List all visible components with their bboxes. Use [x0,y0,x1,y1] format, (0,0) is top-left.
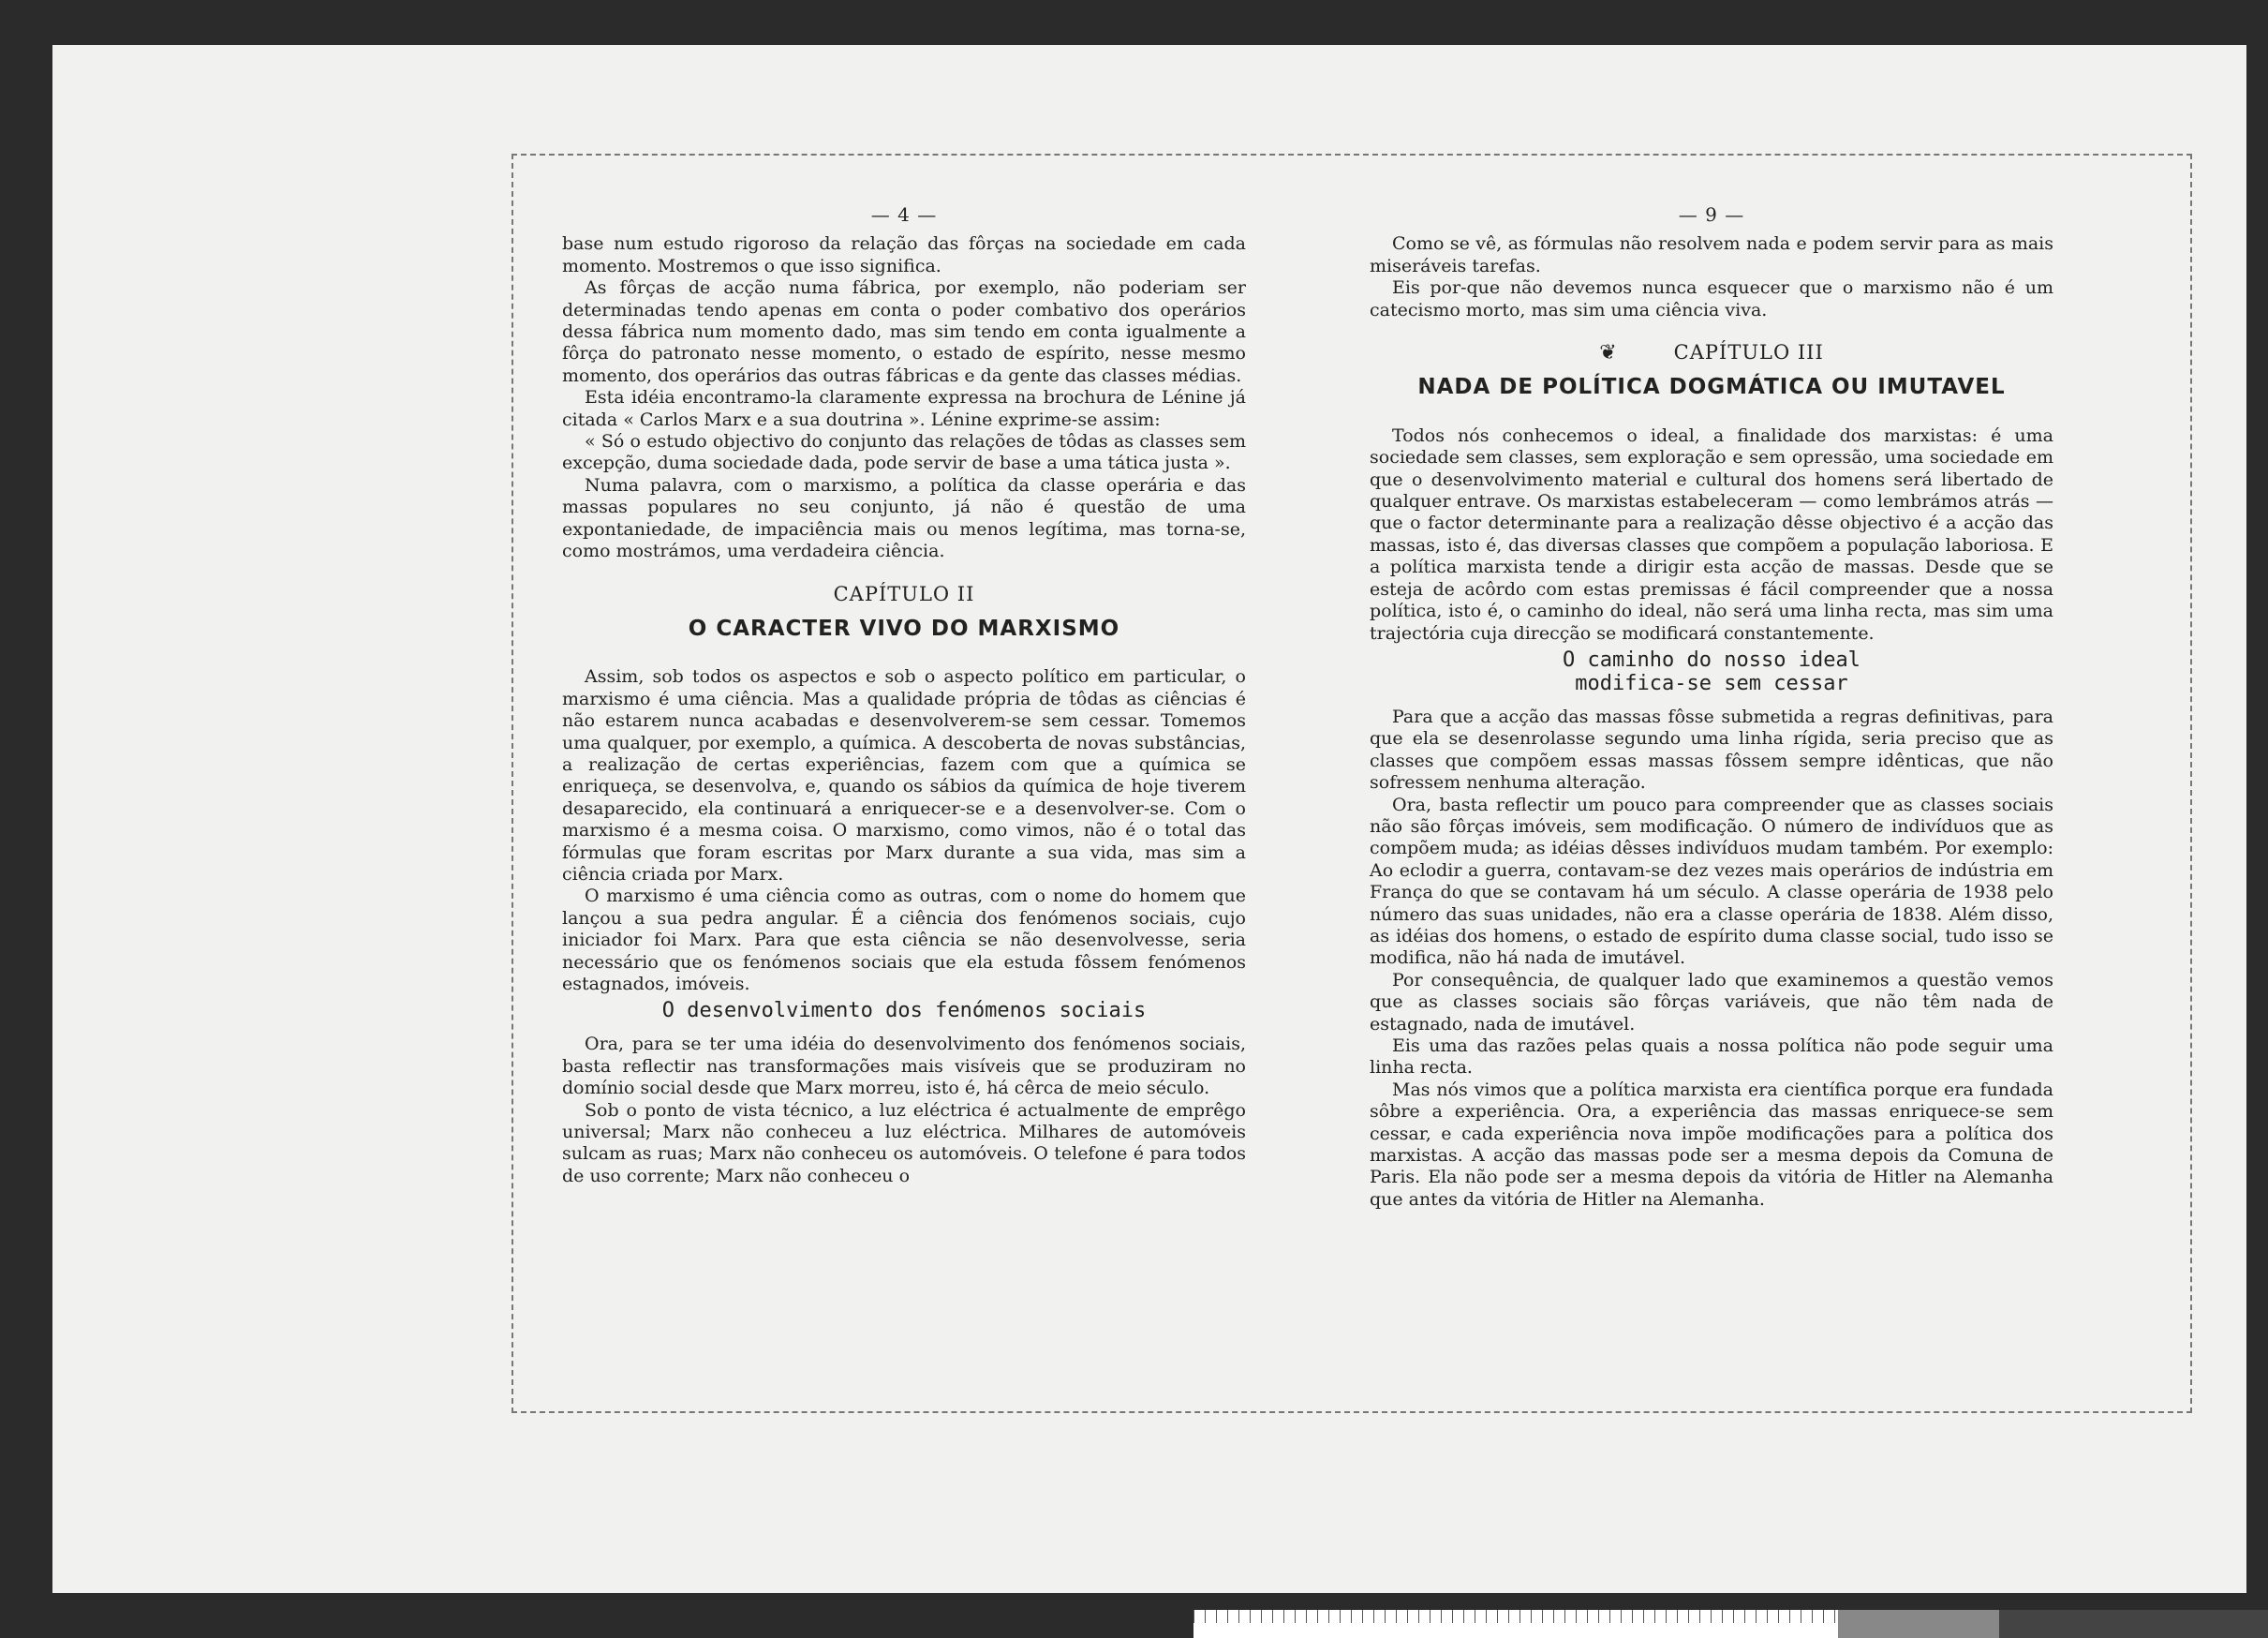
section-heading-line-2: modifica-se sem cessar [1575,671,1848,695]
scale-ruler [1193,1610,2268,1638]
paragraph: Como se vê, as fórmulas não resolvem nada e podem servir para as mais miseráveis tarefas. [1370,233,2053,276]
ornament-icon: ❦ [1599,341,1618,365]
section-heading-line-1: O caminho do nosso ideal [1563,648,1860,672]
paragraph: Ora, basta reflectir um pouco para compreender que as classes sociais não são fôrças imóveis, sem modificação. O número de indivíduos que as compõem muda; as idéias dêsses indivíduos mudam também. Por exemplo: Ao eclodir a guerra, contavam-se dez vezes mais operários de indústria em França do que se contavam há um século. A classe operária de 1938 pelo número das suas unidades, não era a classe operária de 1838. Além disso, as idéias dos homens, o estado de espírito duma classe social, tudo isso se modifica, não há nada de imutável. [1370,794,2053,969]
chapter-title: O CARACTER VIVO DO MARXISMO [688,616,1120,641]
paragraph: O marxismo é uma ciência como as outras, com o nome do homem que lançou a sua pedra angular. É a ciência dos fenómenos sociais, cujo iniciador foi Marx. Para que esta ciência se não desenvolvesse, seria necessário que os fenómenos sociais que ela estuda fôssem fenómenos estagnados, imóveis. [562,886,1246,994]
chapter-label: CAPÍTULO II [833,582,975,605]
block-quote: « Só o estudo objectivo do conjunto das relações de tôdas as classes sem excepção, duma sociedade dada, pode servir de base a uma tática justa ». [562,431,1246,474]
paragraph: Eis por-que não devemos nunca esquecer que o marxismo não é um catecismo morto, mas sim uma ciência viva. [1370,277,2053,320]
chapter-label: ❦ CAPÍTULO III [1599,341,1824,365]
paragraph: Esta idéia encontramo-la claramente expressa na brochura de Lénine já citada « Carlos Marx e a sua doutrina ». Lénine exprime-se assim: [562,387,1246,430]
right-page [1370,204,2053,1211]
paragraph: Numa palavra, com o marxismo, a política da classe operária e das massas populares no seu conjunto, já não é questão de uma expontaniedade, de impaciência mais ou menos legítima, mas torna-se, como mostrámos, uma verdadeira ciência. [562,474,1246,562]
paragraph: Todos nós conhecemos o ideal, a finalidade dos marxistas: é uma sociedade sem classes, sem exploração e sem opressão, uma sociedade em que o desenvolvimento material e cultural dos homens será libertado de qualquer entrave. Os marxistas estabeleceram — como lembrámos atrás — que o factor determinante para a realização dêsse objectivo é a acção das massas, isto é, das diversas classes que compõem a população laboriosa. E a política marxista tende a dirigir esta acção de massas. Desde que se esteja de acôrdo com estas premissas é fácil compreender que a nossa política, isto é, o caminho do ideal, não será uma linha recta, mas sim uma trajectória cuja direcção se modificará constantemente. [1370,424,2053,644]
paragraph: Assim, sob todos os aspectos e sob o aspecto político em particular, o marxismo é uma ciência. Mas a qualidade própria de tôdas as ciências é não estarem nunca acabadas e desenvolverem-se sem cessar. Tomemos uma qualquer, por exemplo, a química. A descoberta de novas substâncias, a realização de certas experiências, fazem com que a química se enriqueça, se desenvolva, e, quando os sábios da química de hoje tiverem desaparecido, ela continuará a enriquecer-se e a desenvolver-se. Com o marxismo é a mesma coisa. O marxismo, como vimos, não é o total das fórmulas que foram escritas por Marx durante a sua vida, mas sim a ciência criada por Marx. [562,666,1246,885]
chapter-title: NADA DE POLÍTICA DOGMÁTICA OU IMUTAVEL [1417,375,2006,400]
left-page [562,204,1246,1187]
paragraph: base num estudo rigoroso da relação das fôrças na sociedade em cada momento. Mostremos o que isso significa. [562,233,1246,276]
section-heading [1370,648,2053,695]
paragraph: Por consequência, de qualquer lado que examinemos a questão vemos que as classes sociais são fôrças variáveis, que não têm nada de estagnado, nada de imutável. [1370,969,2053,1035]
section-heading: O desenvolvimento dos fenómenos sociais [661,999,1147,1023]
paragraph: Sob o ponto de vista técnico, a luz eléctrica é actualmente de emprêgo universal; Marx não conheceu a luz eléctrica. Milhares de automóveis sulcam as ruas; Marx não conheceu os automóveis. O telefone é para todos de uso corrente; Marx não conheceu o [562,1099,1246,1186]
paragraph: Para que a acção das massas fôsse submetida a regras definitivas, para que ela se desenrolasse segundo uma linha rígida, seria preciso que as classes que compõem essas massas fôssem sempre idênticas, que não sofressem nenhuma alteração. [1370,706,2053,794]
paragraph: Eis uma das razões pelas quais a nossa política não pode seguir uma linha recta. [1370,1035,2053,1079]
page-number: — 4 — [870,203,938,226]
paragraph: Ora, para se ter uma idéia do desenvolvimento dos fenómenos sociais, basta reflectir nas transformações mais visíveis que se produziram no domínio social desde que Marx morreu, isto é, há cêrca de meio século. [562,1034,1246,1099]
ruler-ticks [1193,1610,1838,1623]
paragraph: As fôrças de acção numa fábrica, por exemplo, não poderiam ser determinadas tendo apenas em conta o poder combativo dos operários dessa fábrica num momento dado, mas sim tendo em conta igualmente a fôrça do patronato nesse momento, o estado de espírito, nesse mesmo momento, dos operários das outras fábricas e da gente das classes médias. [562,277,1246,386]
page-number: — 9 — [1678,203,1745,226]
paragraph: Mas nós vimos que a política marxista era científica porque era fundada sôbre a experiência. Ora, a experiência das massas enriquece-se sem cessar, e cada experiência nova impõe modificações para a política dos marxistas. A acção das massas pode ser a mesma depois da Comuna de Paris. Ela não pode ser a mesma depois da vitória de Hitler na Alemanha que antes da vitória de Hitler na Alemanha. [1370,1079,2053,1210]
